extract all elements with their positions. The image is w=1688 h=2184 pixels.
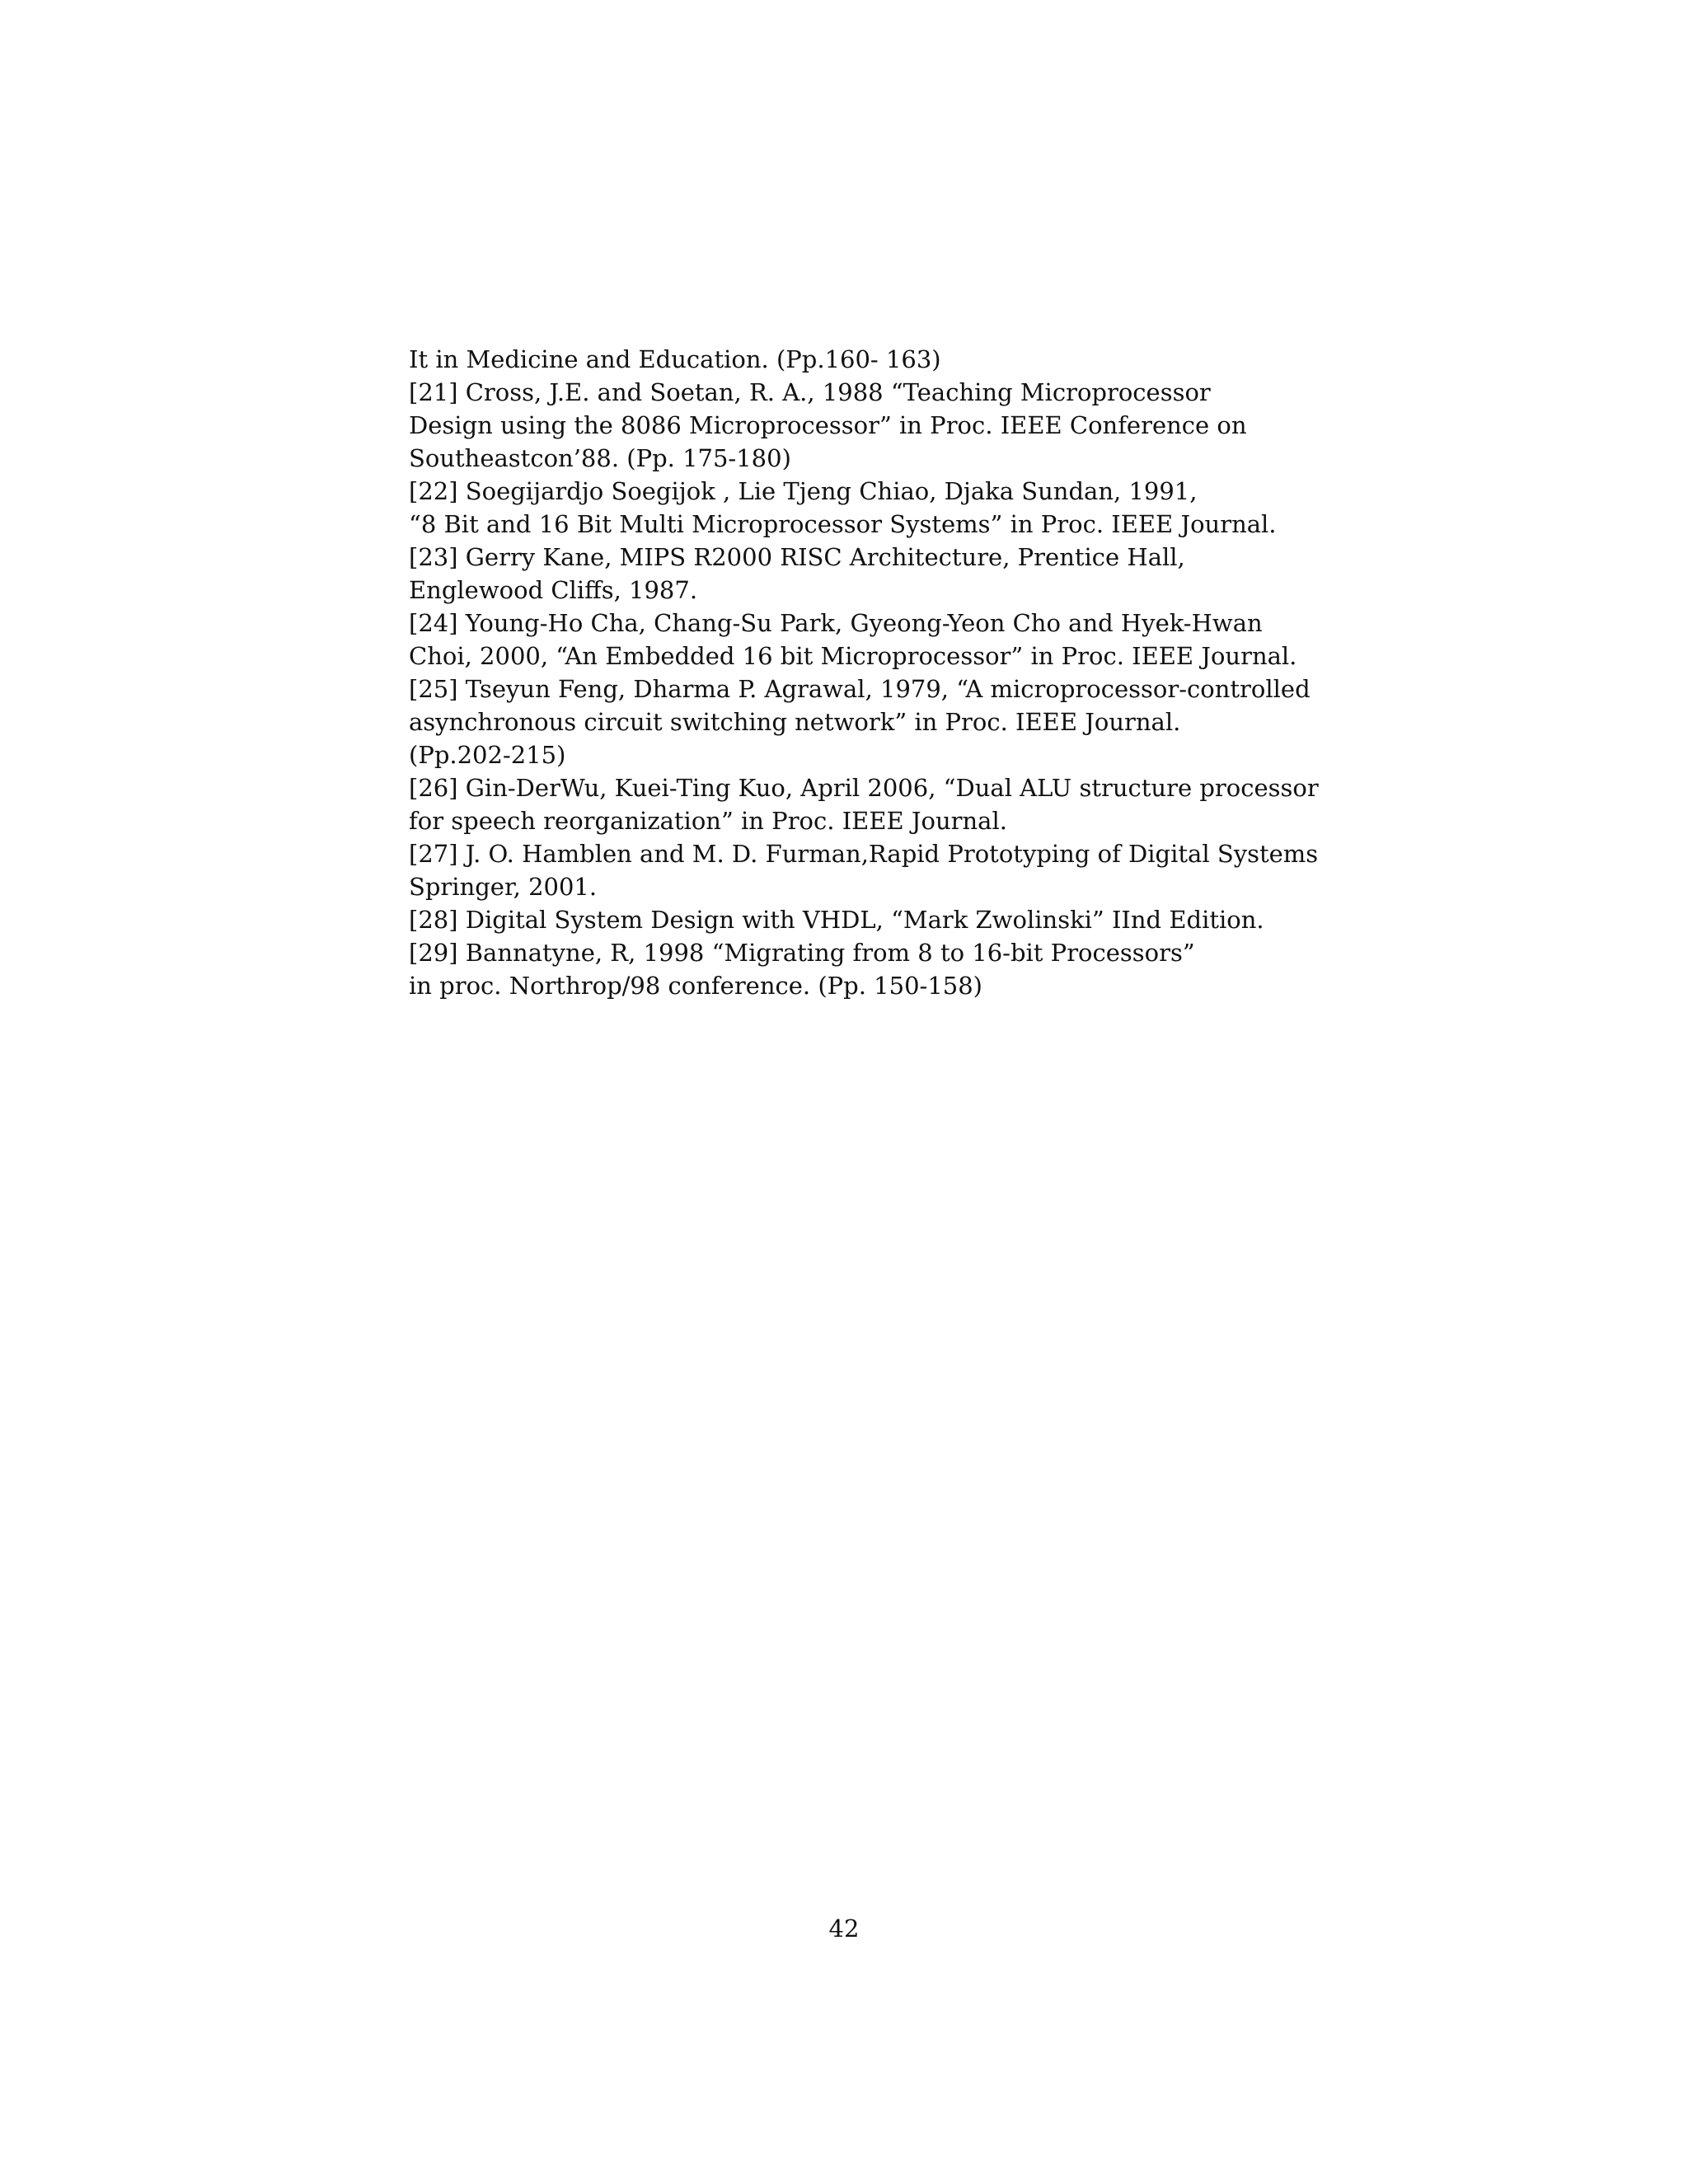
reference-line: [25] Tseyun Feng, Dharma P. Agrawal, 1979, “A microprocessor-controlled	[409, 675, 1311, 703]
reference-line: [22] Soegijardjo Soegijok , Lie Tjeng Chiao, Djaka Sundan, 1991,	[409, 477, 1198, 505]
reference-list	[409, 343, 1365, 1002]
reference-line: [28] Digital System Design with VHDL, “Mark Zwolinski” IInd Edition.	[409, 906, 1264, 934]
reference-line: Southeastcon’88. (Pp. 175-180)	[409, 444, 791, 472]
reference-line: Springer, 2001.	[409, 873, 598, 901]
reference-line: [21] Cross, J.E. and Soetan, R. A., 1988 “Teaching Microprocessor	[409, 378, 1211, 406]
reference-line: (Pp.202-215)	[409, 741, 566, 769]
reference-line: It in Medicine and Education. (Pp.160- 163)	[409, 345, 941, 373]
reference-line: “8 Bit and 16 Bit Multi Microprocessor Systems” in Proc. IEEE Journal.	[409, 510, 1277, 538]
reference-line: [24] Young-Ho Cha, Chang-Su Park, Gyeong-Yeon Cho and Hyek-Hwan	[409, 609, 1263, 637]
reference-line: [27] J. O. Hamblen and M. D. Furman,Rapid Prototyping of Digital Systems	[409, 840, 1319, 868]
reference-line: Design using the 8086 Microprocessor” in Proc. IEEE Conference on	[409, 411, 1247, 439]
reference-line: Choi, 2000, “An Embedded 16 bit Microprocessor” in Proc. IEEE Journal.	[409, 642, 1297, 670]
reference-line: [26] Gin-DerWu, Kuei-Ting Kuo, April 2006, “Dual ALU structure processor	[409, 774, 1319, 802]
reference-line: for speech reorganization” in Proc. IEEE Journal.	[409, 807, 1007, 835]
reference-line: [29] Bannatyne, R, 1998 “Migrating from 8 to 16-bit Processors”	[409, 939, 1195, 967]
reference-line: [23] Gerry Kane, MIPS R2000 RISC Architecture, Prentice Hall,	[409, 543, 1185, 571]
reference-line: Englewood Cliffs, 1987.	[409, 576, 698, 604]
reference-line: in proc. Northrop/98 conference. (Pp. 150-158)	[409, 972, 982, 1000]
page-number: 42	[828, 1915, 860, 1943]
reference-line: asynchronous circuit switching network” in Proc. IEEE Journal.	[409, 708, 1181, 736]
